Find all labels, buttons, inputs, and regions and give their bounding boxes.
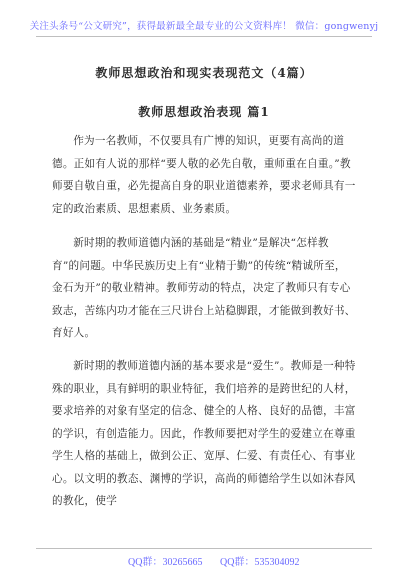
footer-qq-group-1: QQ群：30265665 [128, 557, 203, 568]
header-divider [36, 36, 372, 37]
footer-divider [36, 548, 372, 549]
paragraph: 新时期的教师道德内涵的基础是“精业”是解决“怎样教育”的问题。中华民族历史上有“业精于勤”的传统“精诚所至，金石为开”的敬业精神。教师劳动的特点，决定了教师只有专心致志，苦练内功才能在三尺讲台上站稳脚跟，才能做到教好书、育好人。 [52, 237, 356, 339]
paragraph: 作为一名教师，不仅要具有广博的知识，更要有高尚的道德。正如有人说的那样“要人敬的必先自敬，重师重在自重。”教师要自敬自重，必先提高自身的职业道德素养，要求老师具有一定的政治素质、思想素质、业务素质。 [52, 135, 356, 215]
header-notice: 关注头条号“公文研究”，获得最新最全最专业的公文资料库！ 微信：gongwenyj [29, 21, 379, 32]
section-title: 教师思想政治表现 篇1 [138, 105, 270, 119]
document-title: 教师思想政治和现实表现范文（4篇） [95, 66, 313, 80]
paragraph: 新时期的教师道德内涵的基本要求是“爱生”。教师是一种特殊的职业，具有鲜明的职业特征，我们培养的是跨世纪的人材，要求培养的对象有坚定的信念、健全的人格、良好的品德，丰富的学识，有创造能力。因此，作教师要把对学生的爱建立在尊重学生人格的基础上，做到公正、宽厚、仁爱、有责任心、有事业心。以文明的教态、渊博的学识，高尚的师德给学生以如沐春风的教化，使学 [52, 360, 356, 507]
footer-qq-group-2: QQ群：535304092 [220, 557, 300, 568]
